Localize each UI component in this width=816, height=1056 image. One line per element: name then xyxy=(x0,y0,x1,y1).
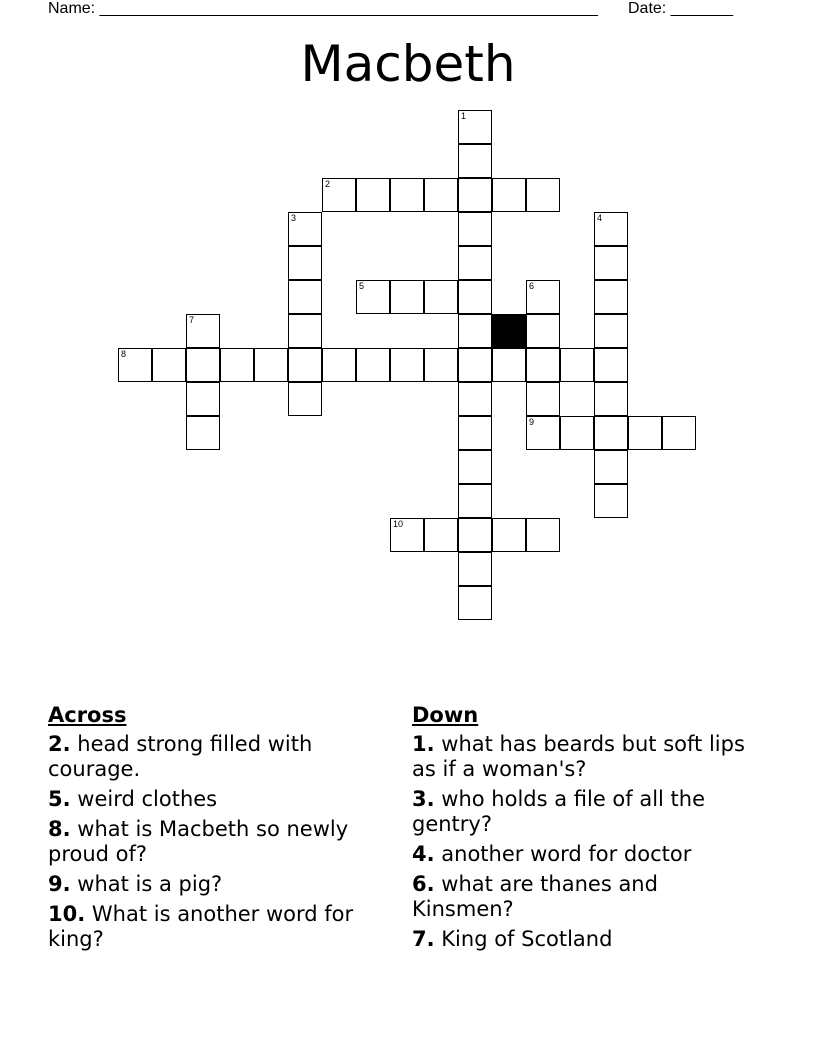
grid-cell[interactable] xyxy=(288,382,322,416)
grid-cell[interactable] xyxy=(322,178,356,212)
grid-cell[interactable] xyxy=(662,416,696,450)
down-clue xyxy=(412,842,757,867)
grid-cell[interactable] xyxy=(424,518,458,552)
grid-cell[interactable] xyxy=(560,348,594,382)
grid-cell[interactable] xyxy=(594,314,628,348)
grid-cell[interactable] xyxy=(322,348,356,382)
clue-text: weird clothes xyxy=(77,787,218,811)
grid-cell[interactable] xyxy=(288,280,322,314)
cell-number: 10 xyxy=(393,519,404,529)
cell-number: 3 xyxy=(291,213,297,223)
clue-text: who holds a file of all the gentry? xyxy=(412,787,706,836)
down-clue xyxy=(412,927,757,952)
grid-cell[interactable] xyxy=(458,280,492,314)
grid-cell[interactable] xyxy=(186,314,220,348)
grid-cell[interactable] xyxy=(424,348,458,382)
grid-cell[interactable] xyxy=(458,246,492,280)
grid-cell[interactable] xyxy=(526,518,560,552)
date-field-label: Date: _______ xyxy=(628,0,733,17)
grid-cell[interactable] xyxy=(594,450,628,484)
clue-text: head strong filled with courage. xyxy=(48,732,313,781)
grid-cell[interactable] xyxy=(458,382,492,416)
grid-cell[interactable] xyxy=(594,348,628,382)
grid-cell[interactable] xyxy=(458,144,492,178)
cell-number: 6 xyxy=(529,281,535,291)
grid-cell[interactable] xyxy=(594,484,628,518)
grid-cell[interactable] xyxy=(458,586,492,620)
grid-cell[interactable] xyxy=(526,280,560,314)
clue-number: 3. xyxy=(412,787,435,811)
grid-cell[interactable] xyxy=(492,518,526,552)
grid-cell[interactable] xyxy=(492,348,526,382)
grid-cell[interactable] xyxy=(390,348,424,382)
across-clue xyxy=(48,817,393,867)
grid-cell[interactable] xyxy=(186,382,220,416)
across-clue xyxy=(48,902,393,952)
grid-cell[interactable] xyxy=(288,212,322,246)
grid-cell[interactable] xyxy=(186,416,220,450)
grid-cell[interactable] xyxy=(526,178,560,212)
grid-cell[interactable] xyxy=(424,178,458,212)
grid-cell[interactable] xyxy=(458,518,492,552)
grid-cell[interactable] xyxy=(118,348,152,382)
black-cell xyxy=(492,314,526,348)
grid-cell[interactable] xyxy=(152,348,186,382)
down-heading: Down xyxy=(412,703,479,727)
grid-cell[interactable] xyxy=(594,382,628,416)
grid-cell[interactable] xyxy=(288,314,322,348)
grid-cell[interactable] xyxy=(390,518,424,552)
grid-cell[interactable] xyxy=(560,416,594,450)
cell-number: 7 xyxy=(189,315,195,325)
grid-cell[interactable] xyxy=(458,314,492,348)
clue-number: 9. xyxy=(48,872,71,896)
grid-cell[interactable] xyxy=(526,348,560,382)
down-clue xyxy=(412,872,757,922)
cell-number: 8 xyxy=(121,349,127,359)
grid-cell[interactable] xyxy=(526,314,560,348)
grid-cell[interactable] xyxy=(288,348,322,382)
clue-text: what are thanes and Kinsmen? xyxy=(412,872,658,921)
grid-cell[interactable] xyxy=(458,552,492,586)
across-clues xyxy=(48,702,393,957)
grid-cell[interactable] xyxy=(186,348,220,382)
grid-cell[interactable] xyxy=(458,212,492,246)
grid-cell[interactable] xyxy=(356,348,390,382)
puzzle-title: Macbeth xyxy=(300,35,516,93)
grid-cell[interactable] xyxy=(458,484,492,518)
grid-cell[interactable] xyxy=(356,280,390,314)
across-clue xyxy=(48,787,393,812)
grid-cell[interactable] xyxy=(594,212,628,246)
grid-cell[interactable] xyxy=(458,178,492,212)
grid-cell[interactable] xyxy=(390,178,424,212)
grid-cell[interactable] xyxy=(594,280,628,314)
name-field-label: Name: ________________________________________________________ xyxy=(48,0,598,17)
grid-cell[interactable] xyxy=(220,348,254,382)
grid-cell[interactable] xyxy=(458,416,492,450)
cell-number: 2 xyxy=(325,179,331,189)
clue-text: another word for doctor xyxy=(441,842,692,866)
grid-cell[interactable] xyxy=(526,382,560,416)
clue-text: what is Macbeth so newly proud of? xyxy=(48,817,349,866)
across-heading: Across xyxy=(48,703,127,727)
grid-cell[interactable] xyxy=(492,178,526,212)
across-clue xyxy=(48,872,393,897)
cell-number: 5 xyxy=(359,281,365,291)
clue-number: 8. xyxy=(48,817,71,841)
grid-cell[interactable] xyxy=(594,246,628,280)
grid-cell[interactable] xyxy=(458,110,492,144)
grid-cell[interactable] xyxy=(254,348,288,382)
down-clue xyxy=(412,732,757,782)
grid-cell[interactable] xyxy=(458,348,492,382)
clue-text: What is another word for king? xyxy=(48,902,354,951)
grid-cell[interactable] xyxy=(594,416,628,450)
cell-number: 1 xyxy=(461,111,467,121)
grid-cell[interactable] xyxy=(526,416,560,450)
clue-text: what is a pig? xyxy=(77,872,223,896)
grid-cell[interactable] xyxy=(390,280,424,314)
grid-cell[interactable] xyxy=(424,280,458,314)
grid-cell[interactable] xyxy=(458,450,492,484)
clue-number: 4. xyxy=(412,842,435,866)
cell-number: 4 xyxy=(597,213,603,223)
clue-number: 6. xyxy=(412,872,435,896)
clue-number: 10. xyxy=(48,902,86,926)
across-clue xyxy=(48,732,393,782)
grid-cell[interactable] xyxy=(288,246,322,280)
grid-cell[interactable] xyxy=(628,416,662,450)
cell-number: 9 xyxy=(529,417,535,427)
clue-number: 1. xyxy=(412,732,435,756)
clue-text: what has beards but soft lips as if a woman's? xyxy=(412,732,745,781)
down-clue xyxy=(412,787,757,837)
clue-text: King of Scotland xyxy=(441,927,613,951)
down-clues xyxy=(412,702,757,957)
clue-number: 5. xyxy=(48,787,71,811)
clue-number: 2. xyxy=(48,732,71,756)
grid-cell[interactable] xyxy=(356,178,390,212)
clue-number: 7. xyxy=(412,927,435,951)
